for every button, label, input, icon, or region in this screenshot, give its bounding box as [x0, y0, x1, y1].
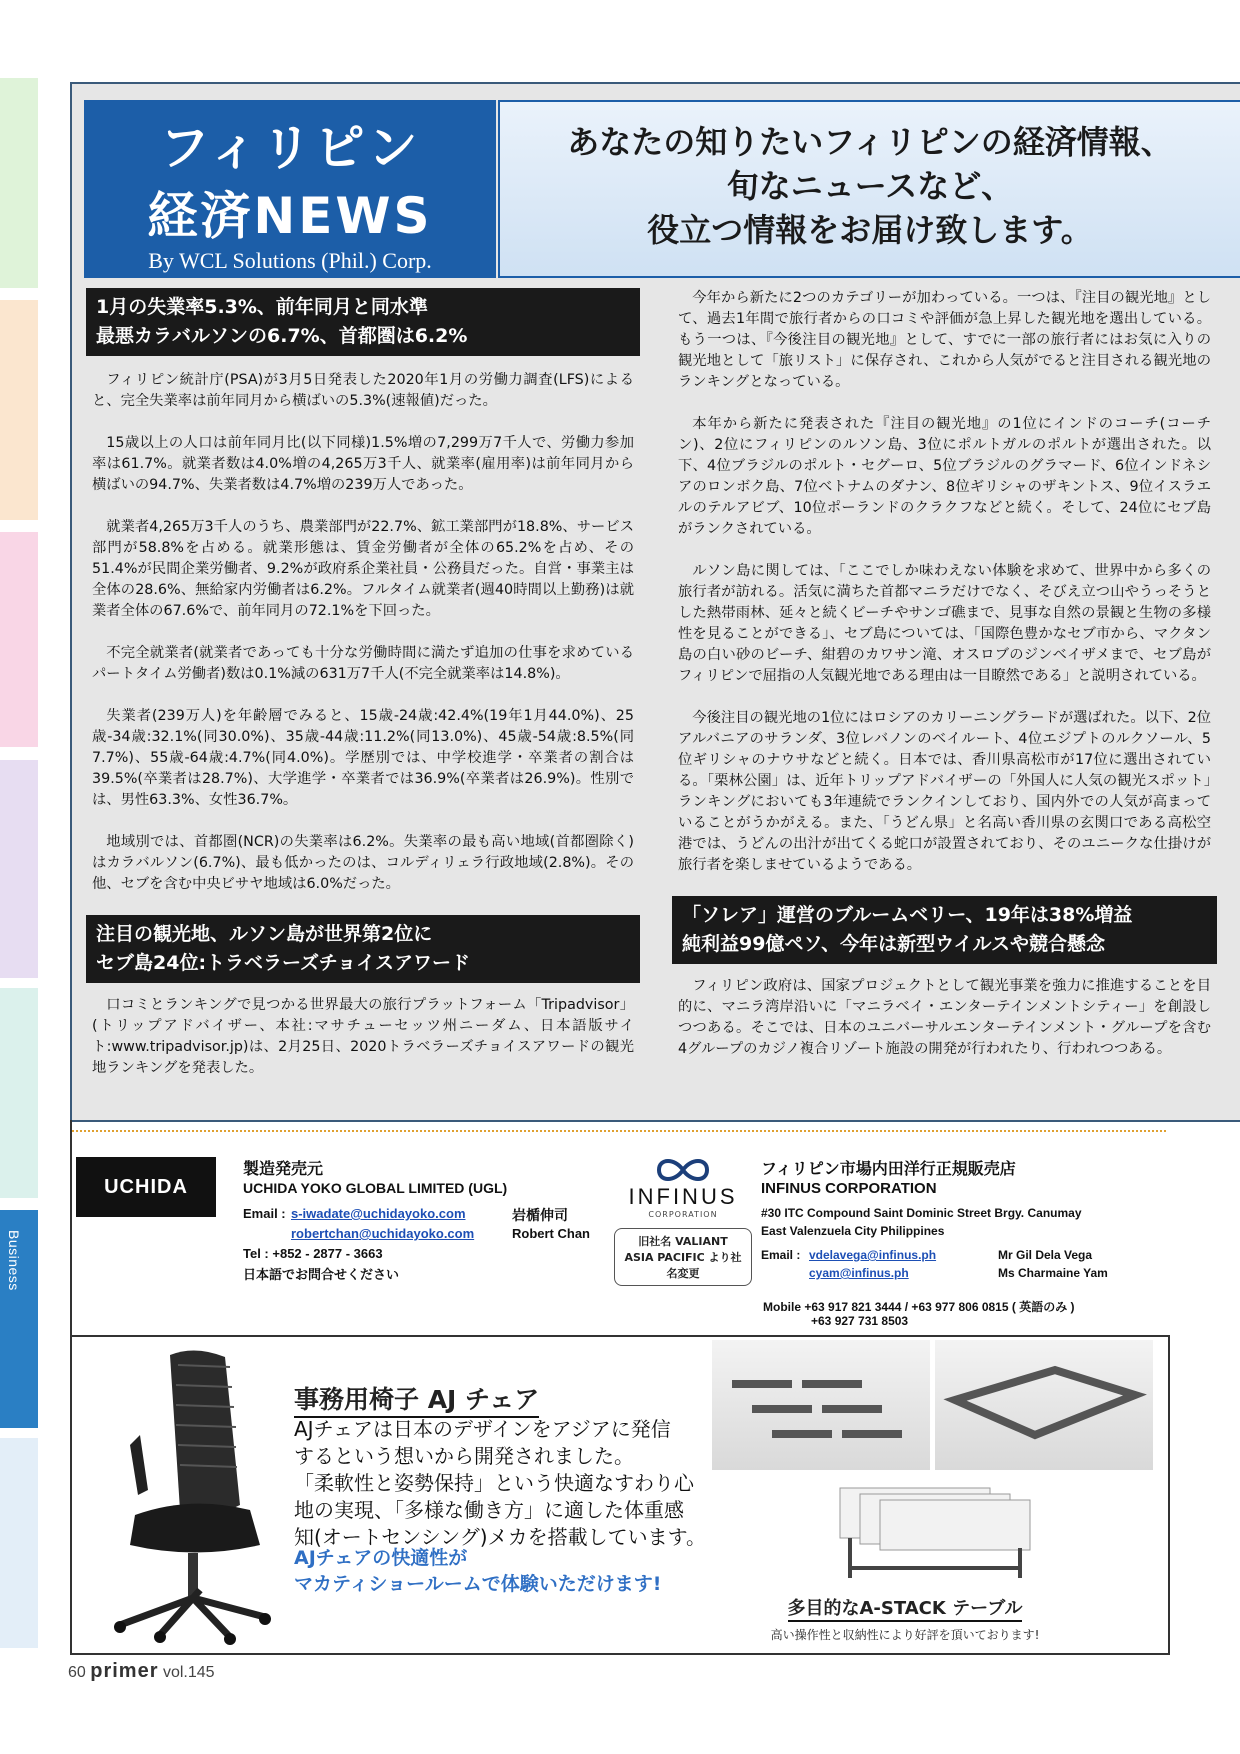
article2-cont-paragraph: 今後注目の観光地の1位にはロシアのカリーニングラードが選ばれた。以下、2位アルバニアのサランダ、3位レバノンのベイルート、4位エジプトのルクソール、5位ギリシャのナウサなどと続く。日本では、香川県高松市が17位に選出されている。「栗林公園」は、近年トリップアドバイザーの「外国人に人気の観光スポット」ランキングにおいても3年連続でランクインしており、国内外での人気が高まっていることがうかがえる。また、「うどん県」と名高い香川県の玄関口である高松空港では、うどんの出汁が出てくる蛇口が設置されており、そのユニークな仕掛けが旅行者を楽しませているようである。 — [678, 710, 1211, 873]
article1-headline — [86, 288, 640, 356]
side-tab-2[interactable] — [0, 300, 38, 520]
table-caption-title: 多目的なA-STACK テーブル — [788, 1594, 1023, 1622]
uchida-logo: UCHIDA — [76, 1157, 216, 1217]
infinus-role: フィリピン市場内田洋行正規販売店 — [761, 1161, 1016, 1178]
uchida-email-2[interactable]: robertchan@uchidayoko.com — [291, 1226, 475, 1241]
article2-cont-paragraph: 今年から新たに2つのカテゴリーが加わっている。一つは、『注目の観光地』として、過去1年間で旅行者からの口コミや評価が急上昇した観光地を選出している。もう一つは、『今後注目の観光地』として、すでに一部の旅行者にはお気に入りの観光地として「旅リスト」に保存され、これから人気がでると注目される観光地のランキングとなっている。 — [678, 290, 1211, 390]
tables-illustration-2 — [935, 1340, 1153, 1470]
article1-paragraph: 地域別では、首都圏(NCR)の失業率は6.2%。失業率の最も高い地域(首都圏除く)はカラバルソン(6.7%)、最も低かったのは、コルディリェラ行政地域(2.8%)。その他、セブを含む中央ビサヤ地域は6.0%だった。 — [92, 834, 634, 892]
article1-headline-2: 最悪カラバルソンの6.7%、首都圏は6.2% — [96, 325, 468, 347]
article2-paragraph: 口コミとランキングで見つかる世界最大の旅行プラットフォーム「Tripadvisor」(トリップアドバイザー、本社:マサチューセッツ州ニーダム、日本語版サイト:www.tripadvisor.jp)は、2月25日、2020トラベラーズチョイスアワードの観光地ランキングを発表した。 — [92, 997, 634, 1076]
infinus-company: INFINUS CORPORATION — [761, 1180, 937, 1197]
stacked-tables-illustration — [830, 1478, 1050, 1588]
header-tagline-1: あなたの知りたいフィリピンの経済情報、 — [567, 123, 1173, 161]
article3-headline — [672, 896, 1217, 964]
infinus-contact-1: Mr Gil Dela Vega — [998, 1248, 1093, 1262]
dotted-divider — [72, 1130, 1166, 1132]
uchida-tel: Tel : +852 - 2877 - 3663 — [243, 1246, 383, 1261]
infinus-logo — [614, 1156, 752, 1218]
ad-body — [294, 1416, 724, 1551]
old-name-2: ASIA PACIFIC より社 — [624, 1251, 742, 1264]
old-name-3: 名変更 — [666, 1267, 700, 1280]
uchida-role: 製造発売元 — [243, 1161, 324, 1178]
article3-headline-2: 純利益99億ペソ、今年は新型ウイルスや競合懸念 — [682, 933, 1105, 955]
side-tab-business-label: Business — [6, 1230, 22, 1291]
meeting-tables-photo — [935, 1340, 1153, 1470]
table-caption — [745, 1594, 1065, 1643]
tables-illustration — [712, 1340, 930, 1470]
uchida-company: UCHIDA YOKO GLOBAL LIMITED (UGL) — [243, 1180, 508, 1196]
article1-body — [86, 370, 640, 895]
infinus-email-2[interactable]: cyam@infinus.ph — [809, 1266, 909, 1280]
ad-cta-line: マカティショールームで体験いただけます! — [294, 1573, 662, 1595]
article2-headline-1: 注目の観光地、ルソン島が世界第2位に — [96, 923, 433, 945]
side-tab-1[interactable] — [0, 78, 38, 288]
header-byline: By WCL Solutions (Phil.) Corp. — [148, 248, 432, 273]
article1-paragraph: 失業者(239万人)を年齢層でみると、15歳-24歳:42.4%(19年1月44.0%)、25歳-34歳:32.1%(同30.0%)、35歳-44歳:11.2%(同13.0%)、45歳-54歳:8.5%(同7.7%)、55歳-64歳:4.7%(同4.0%)。学歴別では、中学校進学・卒業者の割合は39.5%(卒業者は28.7%)、大学進学・卒業者では36.9%(卒業者は26.9%)。性別では、男性63.3%、女性36.7%。 — [92, 708, 634, 808]
ad-body-line: 知(オートセンシング)メカを搭載しています。 — [294, 1525, 707, 1549]
infinus-logo-sub: CORPORATION — [648, 1210, 718, 1219]
article1-paragraph: 不完全就業者(就業者であっても十分な労働時間に満たず追加の仕事を求めているパートタイム労働者)数は0.1%減の631万7千人(不完全就業率は14.8%)。 — [92, 645, 634, 682]
table-caption-sub: 高い操作性と収納性により好評を頂いております! — [770, 1628, 1040, 1642]
header-tagline-2: 旬なニュースなど、 — [726, 167, 1014, 205]
left-column — [86, 288, 640, 1079]
uchida-contact-1: 岩楯伸司 — [512, 1207, 568, 1223]
infinus-address-2: East Valenzuela City Philippines — [761, 1224, 945, 1238]
article2-headline — [86, 915, 640, 983]
old-name-1: 旧社名 VALIANT — [638, 1235, 728, 1248]
article1-headline-1: 1月の失業率5.3%、前年同月と同水準 — [96, 296, 428, 318]
header-tagline-block — [498, 100, 1240, 278]
ad-cta — [294, 1545, 661, 1597]
infinus-email-1[interactable]: vdelavega@infinus.ph — [809, 1248, 937, 1262]
office-chair-image — [100, 1345, 280, 1645]
uchida-note: 日本語でお問合せください — [243, 1267, 400, 1282]
header-title-block — [84, 100, 496, 278]
side-tab-3[interactable] — [0, 532, 38, 747]
article3-headline-1: 「ソレア」運営のブルームベリー、19年は38%増益 — [682, 904, 1133, 926]
article2-continued-body — [672, 288, 1217, 876]
article2-body — [86, 995, 640, 1079]
header-title-line2: 経済NEWS — [147, 187, 433, 245]
page-number: 60 — [68, 1664, 86, 1681]
article2-cont-paragraph: ルソン島に関しては、「ここでしか味わえない体験を求めて、世界中から多くの旅行者が訪れる。活気に満ちた首都マニラだけでなく、そびえ立つ山やうっそうとした熱帯雨林、延々と続くビーチやサンゴ礁まで、見事な自然の景観と生物の多様性を見ることができる」、セブ島については、「国際色豊かなセブ市から、マクタン島の白い砂のビーチ、紺碧のカワサン滝、オスロブのジンベイザメまで、セブ島がフィリピンで屈指の人気観光地である理由は一目瞭然である」と説明されている。 — [678, 563, 1211, 684]
header-title-line1: フィリピン — [159, 119, 421, 177]
ad-body-line: AJチェアは日本のデザインをアジアに発信 — [294, 1417, 671, 1441]
infinus-mobile-1: Mobile +63 917 821 3444 / +63 977 806 0815 ( 英語のみ ) — [763, 1300, 1075, 1314]
magazine-name: primer — [90, 1660, 159, 1682]
infinus-contact-2: Ms Charmaine Yam — [998, 1266, 1108, 1280]
uchida-email-1[interactable]: s-iwadate@uchidayoko.com — [291, 1206, 466, 1221]
article1-paragraph: 就業者4,265万3千人のうち、農業部門が22.7%、鉱工業部門が18.8%、サービス部門が58.8%を占める。就業形態は、賃金労働者が全体の65.2%を占め、その51.4%が民間企業労働者、9.2%が政府系企業社員・公務員だった。自営・事業主は全体の28.6%、無給家内労働者は6.2%。フルタイム就業者(週40時間以上勤務)は就業者全体の67.6%で、前年同月の72.1%を下回った。 — [92, 519, 634, 619]
article1-paragraph: フィリピン統計庁(PSA)が3月5日発表した2020年1月の労働力調査(LFS)によると、完全失業率は前年同月から横ばいの5.3%(速報値)だった。 — [92, 372, 634, 409]
ad-body-line: 地の実現、「多様な働き方」に適した体重感 — [294, 1498, 684, 1522]
article2-cont-paragraph: 本年から新たに発表された『注目の観光地』の1位にインドのコーチ(コーチン)、2位にフィリピンのルソン島、3位にポルトガルのポルトが選出された。以下、4位ブラジルのポルト・セグーロ、5位ブラジルのグラマード、6位インドネシアのロンボク島、7位ベトナムのダナン、8位ギリシャのザキントス、9位イスラエルのテルアビブ、10位ポーランドのクラクフなどと続く。そして、24位にセブ島がランクされている。 — [678, 416, 1211, 537]
side-tab-business[interactable] — [0, 1210, 38, 1428]
article3-body — [672, 976, 1217, 1060]
infinity-icon — [653, 1156, 713, 1184]
stacked-tables-photo — [830, 1478, 1050, 1588]
infinus-address-1: #30 ITC Compound Saint Dominic Street Brgy. Canumay — [761, 1206, 1082, 1220]
infinus-logo-text: INFINUS — [628, 1184, 738, 1209]
ad-cta-line: AJチェアの快適性が — [294, 1547, 468, 1569]
uchida-email-label: Email : — [243, 1206, 286, 1221]
page-footer — [68, 1660, 215, 1683]
classroom-tables-photo — [712, 1340, 930, 1470]
side-tab-4[interactable] — [0, 760, 38, 978]
infinus-mobile-2: +63 927 731 8503 — [811, 1314, 909, 1328]
right-column — [672, 288, 1217, 1060]
uchida-contact-2: Robert Chan — [512, 1226, 590, 1241]
ad-title: 事務用椅子 AJ チェア — [294, 1380, 539, 1418]
article3-paragraph: フィリピン政府は、国家プロジェクトとして観光事業を強力に推進することを目的に、マニラ湾岸沿いに「マニラベイ・エンターテインメントシティー」を創設しつつある。そこでは、日本のユニバーサルエンターテインメント・グループを含む4グループのカジノ複合リゾート施設の開発が行われたり、行われつつある。 — [678, 978, 1211, 1057]
side-tab-7[interactable] — [0, 1438, 38, 1648]
infinus-email-label: Email : — [761, 1248, 801, 1262]
old-name-note — [614, 1228, 752, 1286]
side-tab-5[interactable] — [0, 988, 38, 1198]
ad-body-line: するという想いから開発されました。 — [294, 1444, 634, 1468]
ad-body-line: 「柔軟性と姿勢保持」という快適なすわり心 — [294, 1471, 694, 1495]
header-tagline-3: 役立つ情報をお届け致します。 — [647, 211, 1093, 249]
article1-paragraph: 15歳以上の人口は前年同月比(以下同様)1.5%増の7,299万7千人で、労働力参加率は61.7%。就業者数は4.0%増の4,265万3千人、就業率(雇用率)は前年同月から横ばいの94.7%、失業者数は4.7%増の239万人であった。 — [92, 435, 634, 493]
article2-headline-2: セブ島24位:トラベラーズチョイスアワード — [96, 952, 470, 974]
volume: vol.145 — [162, 1664, 215, 1681]
